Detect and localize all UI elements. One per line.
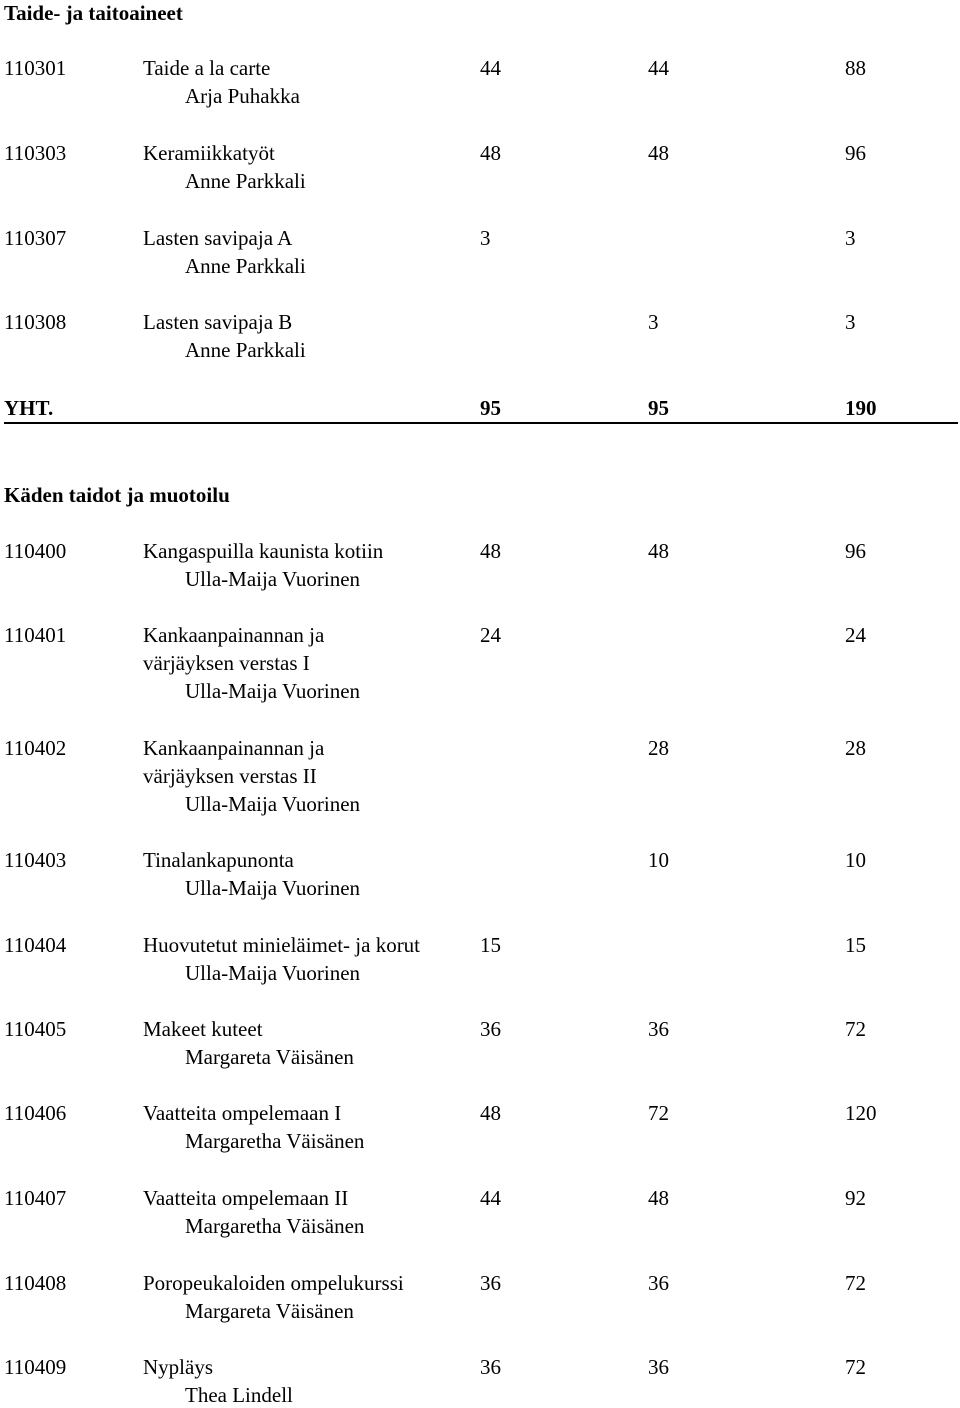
hours-col-2: 10 bbox=[648, 848, 669, 872]
course-teacher: Anne Parkkali bbox=[185, 254, 306, 278]
course-code: 110303 bbox=[4, 141, 67, 165]
hours-total: 96 bbox=[845, 539, 866, 563]
course-code: 110308 bbox=[4, 310, 67, 334]
course-code: 110402 bbox=[4, 736, 67, 760]
hours-col-1: 36 bbox=[480, 1271, 501, 1295]
course-teacher: Margaretha Väisänen bbox=[185, 1214, 365, 1238]
section-heading: Käden taidot ja muotoilu bbox=[4, 483, 230, 507]
course-teacher: Margareta Väisänen bbox=[185, 1299, 354, 1323]
hours-col-1: 48 bbox=[480, 141, 501, 165]
hours-col-2: 28 bbox=[648, 736, 669, 760]
hours-col-2: 72 bbox=[648, 1101, 669, 1125]
hours-total: 24 bbox=[845, 623, 866, 647]
course-title: Poropeukaloiden ompelukurssi bbox=[143, 1271, 404, 1295]
hours-col-1: 48 bbox=[480, 1101, 501, 1125]
hours-col-1: 36 bbox=[480, 1017, 501, 1041]
course-title: Vaatteita ompelemaan I bbox=[143, 1101, 342, 1125]
hours-col-1: 36 bbox=[480, 1355, 501, 1379]
hours-col-1: 48 bbox=[480, 539, 501, 563]
course-teacher: Ulla-Maija Vuorinen bbox=[185, 876, 361, 900]
course-title: värjäyksen verstas I bbox=[143, 651, 310, 675]
hours-col-1: 44 bbox=[480, 1186, 501, 1210]
course-code: 110403 bbox=[4, 848, 67, 872]
course-title: Makeet kuteet bbox=[143, 1017, 263, 1041]
course-code: 110400 bbox=[4, 539, 67, 563]
course-teacher: Ulla-Maija Vuorinen bbox=[185, 679, 361, 703]
course-code: 110407 bbox=[4, 1186, 67, 1210]
hours-total: 72 bbox=[845, 1017, 866, 1041]
hours-col-2: 44 bbox=[648, 56, 669, 80]
course-teacher: Anne Parkkali bbox=[185, 338, 306, 362]
hours-col-1: 24 bbox=[480, 623, 501, 647]
total-label: YHT. bbox=[4, 396, 54, 420]
course-code: 110409 bbox=[4, 1355, 67, 1379]
course-title: Huovutetut minieläimet- ja korut bbox=[143, 933, 421, 957]
course-teacher: Margaretha Väisänen bbox=[185, 1129, 365, 1153]
course-title: Lasten savipaja B bbox=[143, 310, 293, 334]
hours-total: 72 bbox=[845, 1271, 866, 1295]
total-col-2: 95 bbox=[648, 396, 669, 420]
course-teacher: Ulla-Maija Vuorinen bbox=[185, 961, 361, 985]
course-teacher: Arja Puhakka bbox=[185, 84, 300, 108]
course-code: 110301 bbox=[4, 56, 67, 80]
hours-col-2: 48 bbox=[648, 539, 669, 563]
hours-total: 3 bbox=[845, 310, 856, 334]
course-title: Kankaanpainannan ja bbox=[143, 736, 325, 760]
course-code: 110307 bbox=[4, 226, 67, 250]
course-code: 110408 bbox=[4, 1271, 67, 1295]
total-underline bbox=[4, 422, 958, 424]
hours-total: 96 bbox=[845, 141, 866, 165]
course-teacher: Ulla-Maija Vuorinen bbox=[185, 567, 361, 591]
hours-col-1: 15 bbox=[480, 933, 501, 957]
hours-total: 88 bbox=[845, 56, 866, 80]
hours-col-2: 36 bbox=[648, 1017, 669, 1041]
hours-col-2: 3 bbox=[648, 310, 659, 334]
course-title: Keramiikkatyöt bbox=[143, 141, 275, 165]
total-sum: 190 bbox=[845, 396, 877, 420]
hours-col-2: 36 bbox=[648, 1355, 669, 1379]
course-teacher: Anne Parkkali bbox=[185, 169, 306, 193]
hours-total: 92 bbox=[845, 1186, 866, 1210]
hours-total: 72 bbox=[845, 1355, 866, 1379]
hours-total: 28 bbox=[845, 736, 866, 760]
hours-col-1: 3 bbox=[480, 226, 491, 250]
course-title: Tinalankapunonta bbox=[143, 848, 294, 872]
course-title: Nypläys bbox=[143, 1355, 213, 1379]
course-title: Vaatteita ompelemaan II bbox=[143, 1186, 349, 1210]
hours-total: 120 bbox=[845, 1101, 877, 1125]
course-code: 110405 bbox=[4, 1017, 67, 1041]
course-title: Kankaanpainannan ja bbox=[143, 623, 325, 647]
course-title: värjäyksen verstas II bbox=[143, 764, 317, 788]
course-title: Kangaspuilla kaunista kotiin bbox=[143, 539, 384, 563]
course-code: 110404 bbox=[4, 933, 67, 957]
hours-total: 15 bbox=[845, 933, 866, 957]
course-teacher: Margareta Väisänen bbox=[185, 1045, 354, 1069]
total-col-1: 95 bbox=[480, 396, 501, 420]
course-code: 110401 bbox=[4, 623, 67, 647]
course-title: Taide a la carte bbox=[143, 56, 271, 80]
hours-col-1: 44 bbox=[480, 56, 501, 80]
hours-total: 10 bbox=[845, 848, 866, 872]
hours-col-2: 48 bbox=[648, 1186, 669, 1210]
course-teacher: Thea Lindell bbox=[185, 1383, 293, 1407]
course-title: Lasten savipaja A bbox=[143, 226, 293, 250]
hours-col-2: 48 bbox=[648, 141, 669, 165]
section-heading: Taide- ja taitoaineet bbox=[4, 1, 183, 25]
hours-total: 3 bbox=[845, 226, 856, 250]
course-code: 110406 bbox=[4, 1101, 67, 1125]
hours-col-2: 36 bbox=[648, 1271, 669, 1295]
course-teacher: Ulla-Maija Vuorinen bbox=[185, 792, 361, 816]
